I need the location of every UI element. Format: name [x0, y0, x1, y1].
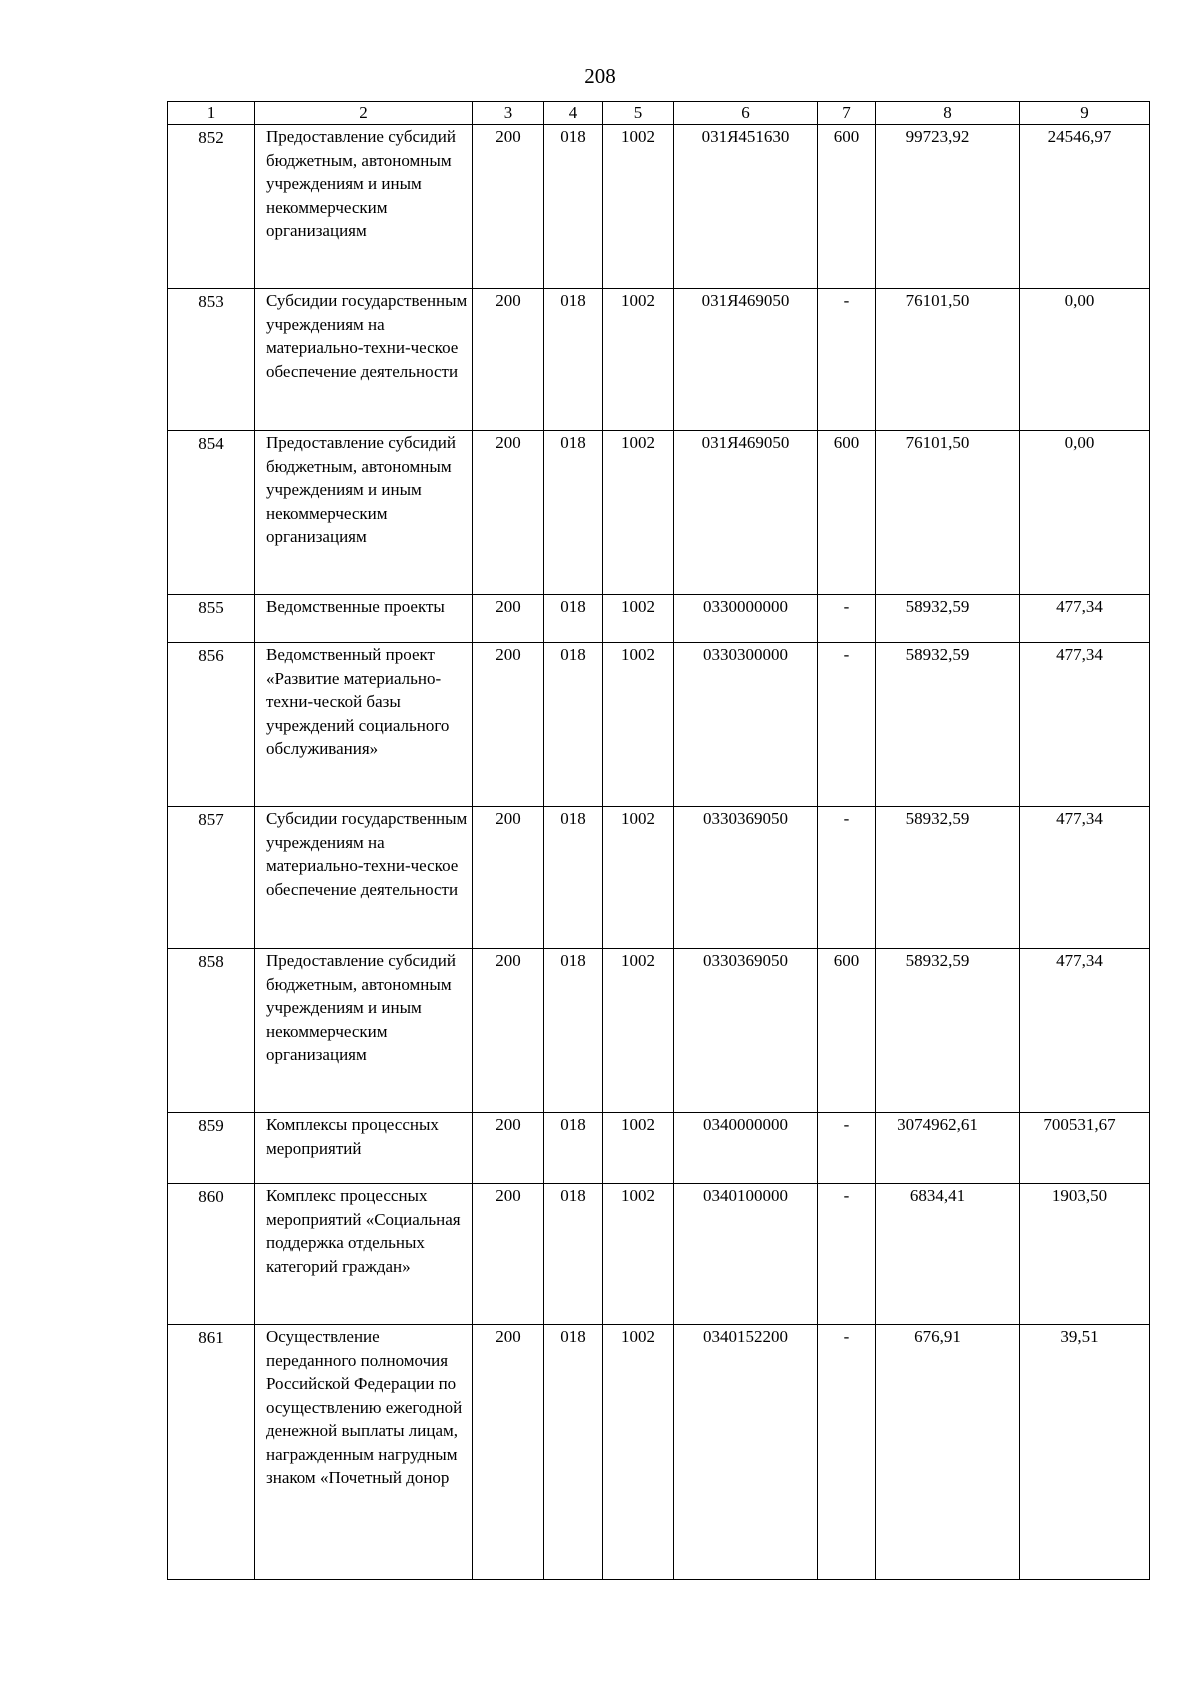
- row-code-4: 018: [544, 431, 603, 595]
- row-code-4: 018: [544, 949, 603, 1113]
- row-number: 860: [168, 1184, 255, 1325]
- row-number: 853: [168, 289, 255, 431]
- row-code-6: 0340152200: [674, 1325, 818, 1580]
- header-row: [168, 102, 1150, 125]
- row-code-4: 018: [544, 643, 603, 807]
- row-code-4: 018: [544, 125, 603, 289]
- row-code-7: -: [818, 807, 876, 949]
- row-code-6: 0330000000: [674, 595, 818, 643]
- row-code-5: 1002: [603, 595, 674, 643]
- table-row: [168, 595, 1150, 643]
- row-description: Ведомственные проекты: [255, 595, 473, 643]
- row-code-3: 200: [473, 643, 544, 807]
- table-body: [168, 125, 1150, 1580]
- row-code-3: 200: [473, 1325, 544, 1580]
- row-code-7: -: [818, 1325, 876, 1580]
- row-description: Ведомственный проект «Развитие материально-техни-ческой базы учреждений социального обслуживания»: [255, 643, 473, 807]
- row-amount-8: 6834,41: [876, 1184, 1020, 1325]
- row-amount-8: 58932,59: [876, 595, 1020, 643]
- header-col-4: 4: [544, 102, 603, 125]
- row-amount-9: 0,00: [1020, 289, 1150, 431]
- row-code-7: -: [818, 289, 876, 431]
- row-code-7: -: [818, 1184, 876, 1325]
- table-row: [168, 643, 1150, 807]
- row-amount-9: 477,34: [1020, 949, 1150, 1113]
- table-row: [168, 431, 1150, 595]
- header-col-5: 5: [603, 102, 674, 125]
- row-amount-9: 477,34: [1020, 643, 1150, 807]
- table-row: [168, 1325, 1150, 1580]
- row-code-4: 018: [544, 1325, 603, 1580]
- row-code-6: 031Я469050: [674, 431, 818, 595]
- row-code-6: 0340100000: [674, 1184, 818, 1325]
- row-code-5: 1002: [603, 949, 674, 1113]
- table-row: [168, 949, 1150, 1113]
- row-amount-8: 76101,50: [876, 289, 1020, 431]
- row-description: Комплекс процессных мероприятий «Социальная поддержка отдельных категорий граждан»: [255, 1184, 473, 1325]
- row-code-5: 1002: [603, 1184, 674, 1325]
- page-number: 208: [584, 64, 616, 88]
- row-number: 857: [168, 807, 255, 949]
- table-row: [168, 807, 1150, 949]
- row-code-3: 200: [473, 1184, 544, 1325]
- header-col-2: 2: [255, 102, 473, 125]
- row-number: 858: [168, 949, 255, 1113]
- row-amount-9: 477,34: [1020, 807, 1150, 949]
- row-code-6: 0330369050: [674, 949, 818, 1113]
- row-code-7: -: [818, 595, 876, 643]
- row-description: Комплексы процессных мероприятий: [255, 1113, 473, 1184]
- row-description: Предоставление субсидий бюджетным, автономным учреждениям и иным некоммерческим организациям: [255, 125, 473, 289]
- table-row: [168, 1184, 1150, 1325]
- row-code-5: 1002: [603, 1325, 674, 1580]
- row-code-3: 200: [473, 289, 544, 431]
- row-code-3: 200: [473, 1113, 544, 1184]
- row-code-5: 1002: [603, 431, 674, 595]
- row-description: Предоставление субсидий бюджетным, автономным учреждениям и иным некоммерческим организациям: [255, 949, 473, 1113]
- row-number: 854: [168, 431, 255, 595]
- row-code-3: 200: [473, 125, 544, 289]
- row-code-7: -: [818, 1113, 876, 1184]
- table-header: [168, 102, 1150, 125]
- row-amount-9: 700531,67: [1020, 1113, 1150, 1184]
- row-code-6: 0330300000: [674, 643, 818, 807]
- row-amount-9: 39,51: [1020, 1325, 1150, 1580]
- header-col-6: 6: [674, 102, 818, 125]
- row-code-7: 600: [818, 431, 876, 595]
- row-number: 861: [168, 1325, 255, 1580]
- row-amount-8: 3074962,61: [876, 1113, 1020, 1184]
- row-amount-9: 0,00: [1020, 431, 1150, 595]
- row-description: Субсидии государственным учреждениям на материально-техни-ческое обеспечение деятельности: [255, 289, 473, 431]
- row-code-7: 600: [818, 125, 876, 289]
- row-description: Осуществление переданного полномочия Российской Федерации по осуществлению ежегодной денежной выплаты лицам, награжденным нагрудным знаком «Почетный донор: [255, 1325, 473, 1580]
- table-row: [168, 289, 1150, 431]
- row-code-3: 200: [473, 595, 544, 643]
- header-col-1: 1: [168, 102, 255, 125]
- row-amount-9: 1903,50: [1020, 1184, 1150, 1325]
- row-number: 852: [168, 125, 255, 289]
- row-code-3: 200: [473, 431, 544, 595]
- row-code-5: 1002: [603, 643, 674, 807]
- row-code-5: 1002: [603, 1113, 674, 1184]
- row-code-4: 018: [544, 807, 603, 949]
- row-code-4: 018: [544, 1184, 603, 1325]
- header-col-3: 3: [473, 102, 544, 125]
- row-number: 859: [168, 1113, 255, 1184]
- row-amount-8: 58932,59: [876, 807, 1020, 949]
- row-number: 855: [168, 595, 255, 643]
- row-code-4: 018: [544, 595, 603, 643]
- row-code-6: 031Я469050: [674, 289, 818, 431]
- row-description: Предоставление субсидий бюджетным, автономным учреждениям и иным некоммерческим организациям: [255, 431, 473, 595]
- header-col-8: 8: [876, 102, 1020, 125]
- row-code-3: 200: [473, 949, 544, 1113]
- row-code-3: 200: [473, 807, 544, 949]
- row-amount-8: 676,91: [876, 1325, 1020, 1580]
- row-code-7: 600: [818, 949, 876, 1113]
- row-code-4: 018: [544, 289, 603, 431]
- row-amount-8: 58932,59: [876, 949, 1020, 1113]
- row-code-4: 018: [544, 1113, 603, 1184]
- row-amount-8: 76101,50: [876, 431, 1020, 595]
- row-code-5: 1002: [603, 125, 674, 289]
- row-code-5: 1002: [603, 807, 674, 949]
- row-code-5: 1002: [603, 289, 674, 431]
- table-row: [168, 125, 1150, 289]
- row-number: 856: [168, 643, 255, 807]
- header-col-7: 7: [818, 102, 876, 125]
- table-row: [168, 1113, 1150, 1184]
- header-col-9: 9: [1020, 102, 1150, 125]
- row-code-7: -: [818, 643, 876, 807]
- row-amount-8: 99723,92: [876, 125, 1020, 289]
- row-amount-8: 58932,59: [876, 643, 1020, 807]
- row-code-6: 0330369050: [674, 807, 818, 949]
- row-description: Субсидии государственным учреждениям на материально-техни-ческое обеспечение деятельности: [255, 807, 473, 949]
- row-code-6: 0340000000: [674, 1113, 818, 1184]
- budget-table: [167, 101, 1150, 1580]
- row-code-6: 031Я451630: [674, 125, 818, 289]
- row-amount-9: 477,34: [1020, 595, 1150, 643]
- row-amount-9: 24546,97: [1020, 125, 1150, 289]
